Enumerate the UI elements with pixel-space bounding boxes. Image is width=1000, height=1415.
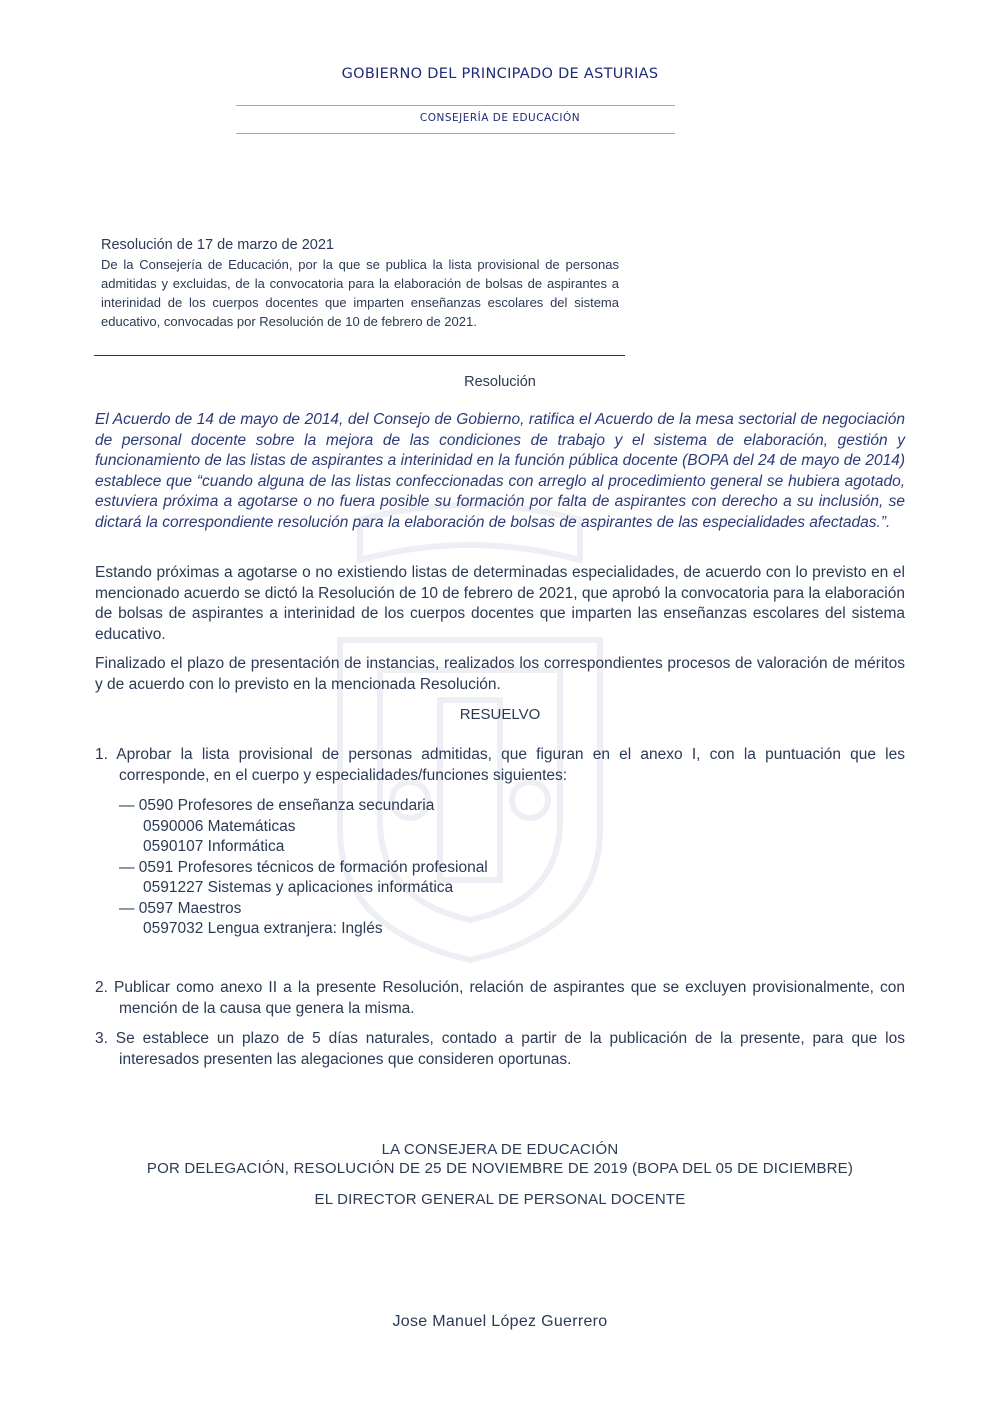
signature-line-1: LA CONSEJERA DE EDUCACIÓN <box>381 1141 619 1158</box>
list-item: 0590006 Matemáticas <box>143 817 296 835</box>
resolution-item-2: 2. Publicar como anexo II a la presente Resolución, relación de aspirantes que se excluyen provisionalmente, con mención de la causa que genera la misma. <box>95 979 905 1017</box>
resolution-item-1: 1. Aprobar la lista provisional de personas admitidas, que figuran en el anexo I, con la puntuación que les corresponde, en el cuerpo y especialidades/funciones siguientes: <box>95 746 905 784</box>
summary-rule <box>94 355 625 356</box>
resolution-summary <box>101 236 619 331</box>
government-header: GOBIERNO DEL PRINCIPADO DE ASTURIAS <box>341 66 659 82</box>
list-item: — 0591 Profesores técnicos de formación profesional <box>119 858 488 876</box>
summary-title: Resolución de 17 de marzo de 2021 <box>101 237 334 253</box>
paragraph-context: Estando próximas a agotarse o no existiendo listas de determinadas especialidades, de acuerdo con lo previsto en el mencionado acuerdo se dictó la Resolución de 10 de febrero de 2021, que aprobó la convocatoria para la elaboración de bolsas de aspirantes a interinidad de los cuerpos docentes que imparten las enseñanzas escolares del sistema educativo. <box>95 564 905 643</box>
paragraph-agreement: El Acuerdo de 14 de mayo de 2014, del Consejo de Gobierno, ratifica el Acuerdo de la mesa sectorial de negociación de personal docente sobre la mejora de las condiciones de trabajo y el sistema de elaboración, gestión y funcionamiento de las listas de aspirantes a interinidad en la función pública docente (BOPA del 24 de mayo de 2014) establece que “cuando alguna de las listas confeccionadas con arreglo al procedimiento general se hubiera agotado, estuviera próxima a agotarse o no fuera posible su formación por falta de aspirantes con derecho a su inclusión, se dictará la correspondiente resolución para la elaboración de bolsas de aspirantes de las especialidades afectadas.”. <box>95 411 905 531</box>
list-item: 0597032 Lengua extranjera: Inglés <box>143 920 383 937</box>
signature-line-3: EL DIRECTOR GENERAL DE PERSONAL DOCENTE <box>314 1191 686 1208</box>
resolution-item-3: 3. Se establece un plazo de 5 días naturales, contado a partir de la publicación de la presente, para que los interesados presenten las alegaciones que consideren oportunas. <box>95 1030 905 1068</box>
paragraph-deadline: Finalizado el plazo de presentación de instancias, realizados los correspondientes procesos de valoración de méritos y de acuerdo con lo previsto en la mencionada Resolución. <box>95 655 905 693</box>
list-item: 0590107 Informática <box>143 838 285 855</box>
specialties-list <box>119 796 488 940</box>
signature-line-2: POR DELEGACIÓN, RESOLUCIÓN DE 25 DE NOVIEMBRE DE 2019 (BOPA DEL 05 DE DICIEMBRE) <box>146 1160 854 1177</box>
resuelvo-heading: RESUELVO <box>459 706 541 723</box>
header-rule-bottom <box>236 133 675 134</box>
signer-name: Jose Manuel López Guerrero <box>392 1313 608 1330</box>
summary-body: De la Consejería de Educación, por la que se publica la lista provisional de personas admitidas y excluidas, de la convocatoria para la elaboración de bolsas de aspirantes a interinidad de los cuerpos docentes que imparten enseñanzas escolares del sistema educativo, convocadas por Resolución de 10 de febrero de 2021. <box>101 257 619 329</box>
list-item: 0591227 Sistemas y aplicaciones informática <box>143 879 454 896</box>
list-item: — 0590 Profesores de enseñanza secundaria <box>119 797 435 814</box>
list-item: — 0597 Maestros <box>119 899 242 917</box>
department-header: CONSEJERÍA DE EDUCACIÓN <box>419 112 581 124</box>
header-rule-top <box>236 105 675 106</box>
resolution-heading: Resolución <box>464 374 536 390</box>
